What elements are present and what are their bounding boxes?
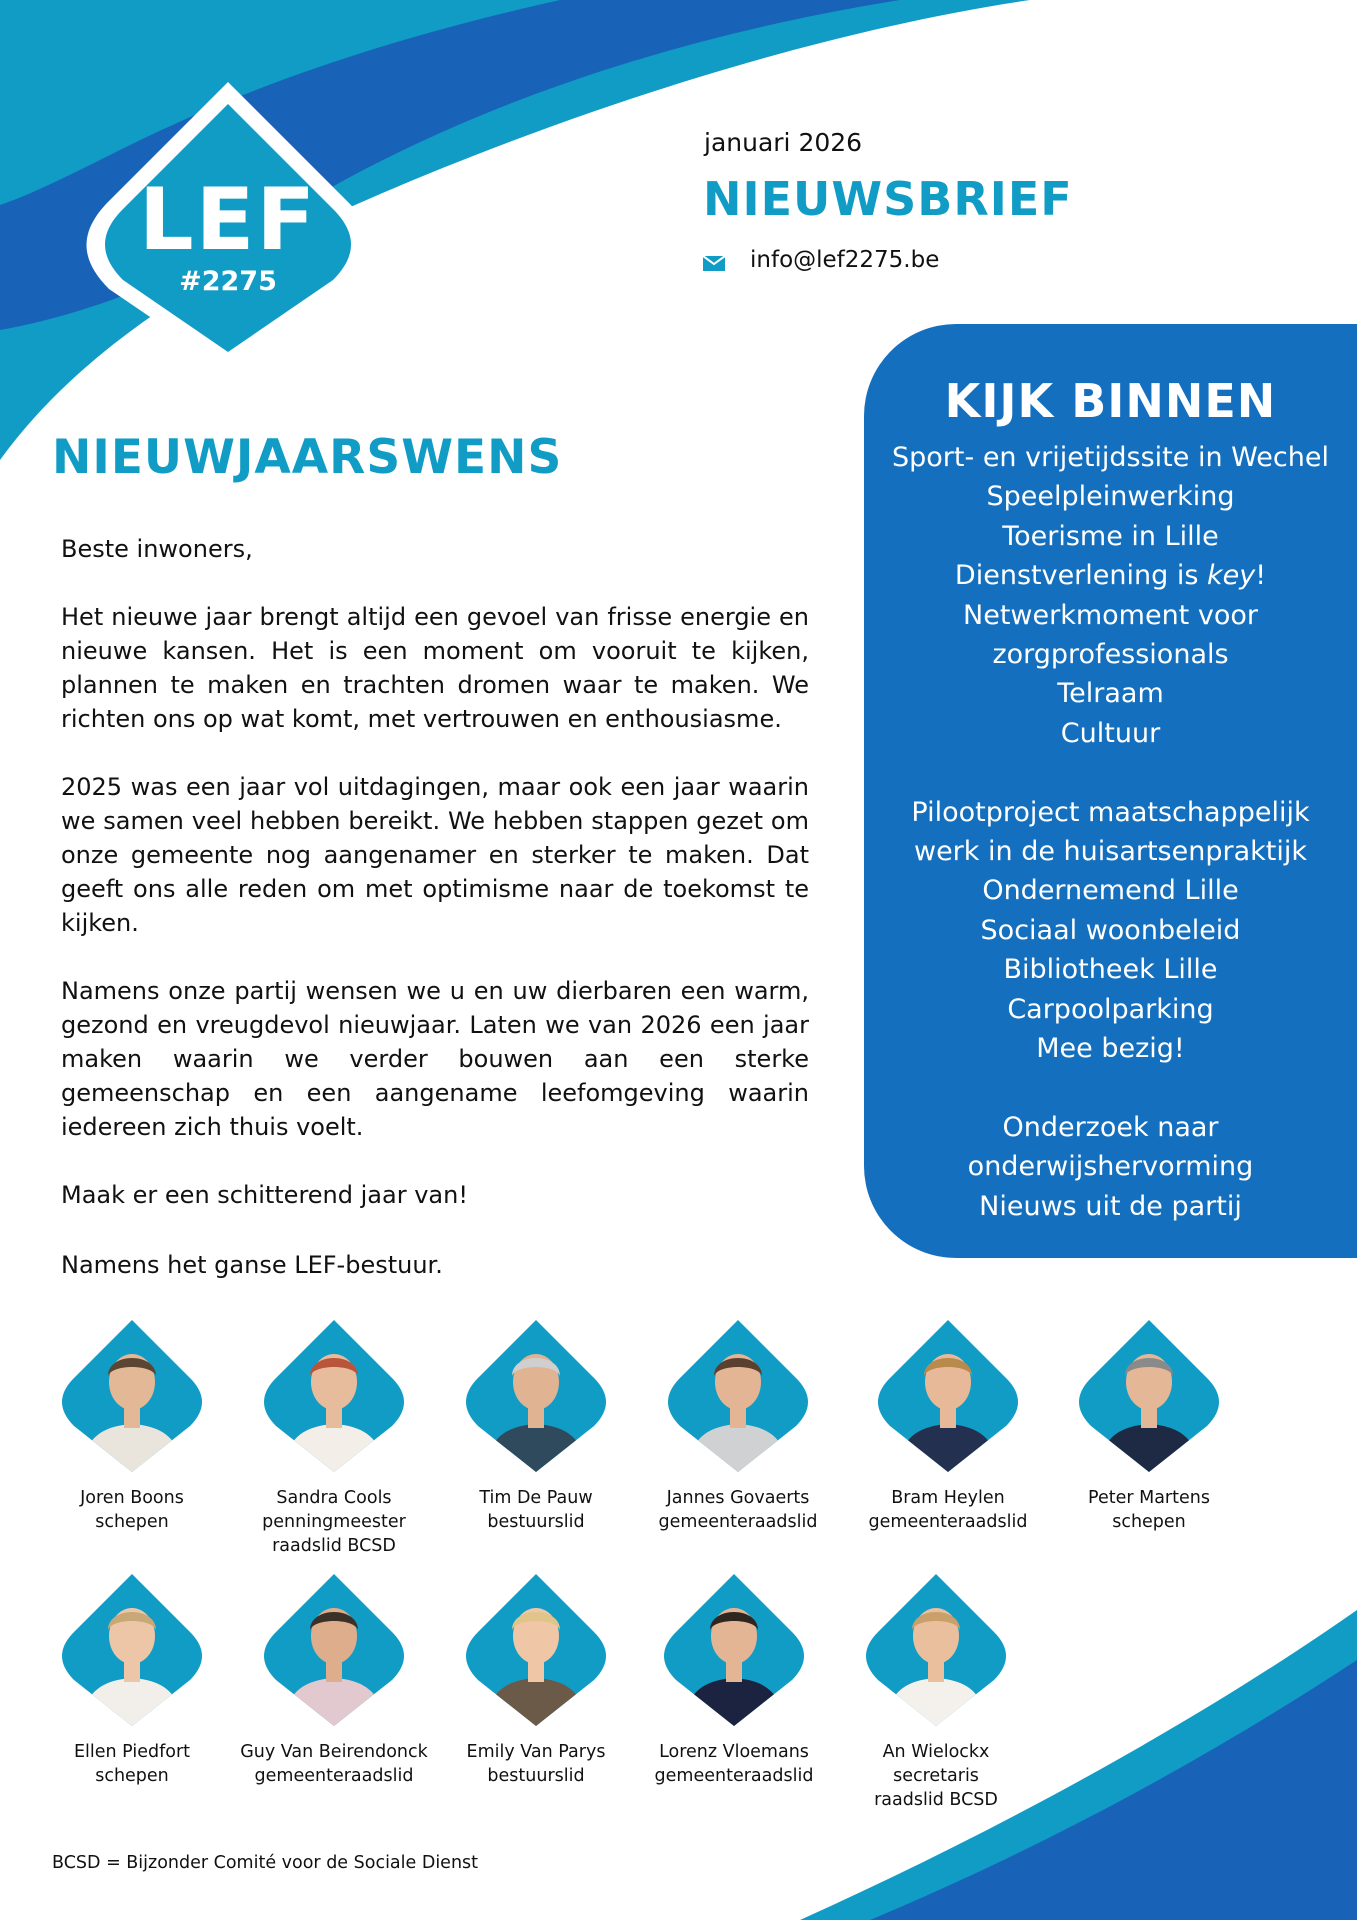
member-card <box>234 1572 434 1788</box>
member-name: Tim De Pauw <box>479 1488 593 1508</box>
member-name: Ellen Piedfort <box>73 1742 191 1762</box>
member-role: schepen <box>1112 1512 1186 1532</box>
envelope-icon <box>703 256 725 271</box>
article-paragraph: Het nieuwe jaar brengt altijd een gevoel van frisse energie en nieuwe kansen. Het is een moment om vooruit te kijken, plannen te maken en trachten dromen waar te maken. We richten ons op wat komt, met vertrouwen en enthousiasme. <box>61 603 809 733</box>
contents-item[interactable]: werk in de huisartsenpraktijk <box>913 836 1307 868</box>
contents-item[interactable]: Ondernemend Lille <box>982 875 1239 907</box>
member-photo <box>664 1572 804 1728</box>
member-role: raadslid BCSD <box>874 1790 998 1810</box>
article-title: NIEUWJAARSWENS <box>52 430 563 485</box>
member-name: Lorenz Vloemans <box>659 1742 809 1762</box>
footnote: BCSD = Bijzonder Comité voor de Sociale Dienst <box>52 1853 479 1873</box>
issue-date: januari 2026 <box>704 128 863 157</box>
contents-item[interactable]: Telraam <box>1057 678 1164 710</box>
member-role: schepen <box>95 1766 169 1786</box>
contents-item[interactable]: zorgprofessionals <box>992 639 1229 671</box>
contents-item[interactable]: Onderzoek naar <box>1002 1111 1219 1143</box>
member-photo <box>62 1572 202 1728</box>
article-paragraph: 2025 was een jaar vol uitdagingen, maar ook een jaar waarin we samen veel hebben bereikt. We hebben stappen gezet om onze gemeente nog aangenamer en sterker te maken. Dat geeft ons alle reden om met optimisme naar de toekomst te kijken. <box>61 773 809 937</box>
contents-item-key: key <box>1207 560 1256 592</box>
member-name: Jannes Govaerts <box>666 1488 810 1508</box>
member-caption <box>32 1740 232 1788</box>
member-caption <box>32 1486 232 1534</box>
article-paragraph: Maak er een schitterend jaar van! <box>61 1181 468 1209</box>
contents-item[interactable]: Pilootproject maatschappelijk <box>911 796 1310 828</box>
member-photo <box>466 1318 606 1474</box>
member-photo <box>1079 1318 1219 1474</box>
member-caption <box>634 1740 834 1788</box>
member-role: gemeenteraadslid <box>868 1512 1028 1532</box>
article-greeting: Beste inwoners, <box>61 535 253 563</box>
member-caption <box>234 1486 434 1558</box>
member-photo <box>466 1572 606 1728</box>
article-signature: Namens het ganse LEF-bestuur. <box>61 1251 443 1279</box>
contents-item[interactable]: Carpoolparking <box>1007 993 1214 1025</box>
article-paragraph: Namens onze partij wensen we u en uw dierbaren een warm, gezond en vreugdevol nieuwjaar. Laten we van 2026 een jaar maken waarin we verder bouwen aan een sterke gemeenschap en een aangename leefomgeving waarin iedereen zich thuis voelt. <box>61 977 809 1141</box>
member-role: raadslid BCSD <box>272 1536 396 1556</box>
contents-item[interactable]: Bibliotheek Lille <box>1003 954 1218 986</box>
contents-item-text: Dienstverlening is <box>954 560 1207 592</box>
member-role: gemeenteraadslid <box>254 1766 414 1786</box>
member-card <box>634 1572 834 1788</box>
logo-wordmark: LEF <box>138 170 318 270</box>
member-photo <box>264 1318 404 1474</box>
member-name: Bram Heylen <box>891 1488 1005 1508</box>
member-photo <box>866 1572 1006 1728</box>
contents-item[interactable]: Netwerkmoment voor <box>963 599 1258 631</box>
contents-item[interactable]: Speelpleinwerking <box>986 481 1235 513</box>
member-card <box>32 1318 232 1534</box>
member-card <box>836 1572 1036 1812</box>
member-card <box>848 1318 1048 1534</box>
contents-item[interactable]: Mee bezig! <box>1036 1033 1185 1065</box>
logo-number: #2275 <box>179 266 277 297</box>
member-name: An Wielockx <box>882 1742 990 1762</box>
contents-title: KIJK BINNEN <box>944 374 1277 428</box>
email-link[interactable]: info@lef2275.be <box>750 247 940 273</box>
contents-item[interactable]: Nieuws uit de partij <box>979 1190 1242 1222</box>
member-role: bestuurslid <box>487 1766 585 1786</box>
member-card <box>234 1318 434 1558</box>
contents-item[interactable] <box>864 556 1357 595</box>
member-role: penningmeester <box>262 1512 406 1532</box>
member-caption <box>436 1740 636 1788</box>
member-name: Guy Van Beirendonck <box>240 1742 428 1762</box>
member-name: Sandra Cools <box>276 1488 392 1508</box>
member-photo <box>878 1318 1018 1474</box>
contents-item[interactable]: Cultuur <box>1060 717 1161 749</box>
contents-item[interactable]: Sociaal woonbeleid <box>980 914 1241 946</box>
contents-spacer <box>864 1068 1357 1107</box>
member-role: bestuurslid <box>487 1512 585 1532</box>
member-card <box>436 1572 636 1788</box>
member-photo <box>62 1318 202 1474</box>
newsletter-title: NIEUWSBRIEF <box>703 172 1073 226</box>
member-name: Emily Van Parys <box>466 1742 606 1762</box>
member-caption <box>234 1740 434 1788</box>
contents-item[interactable]: Toerisme in Lille <box>1002 520 1219 552</box>
contents-item[interactable]: onderwijshervorming <box>967 1151 1254 1183</box>
member-name: Peter Martens <box>1088 1488 1210 1508</box>
article-body <box>61 532 809 1246</box>
member-card <box>436 1318 636 1534</box>
member-card <box>32 1572 232 1788</box>
contents-item[interactable]: Sport- en vrijetijdssite in Wechel <box>892 442 1329 473</box>
contents-item-suffix: ! <box>1255 560 1267 592</box>
member-role: schepen <box>95 1512 169 1532</box>
member-caption <box>638 1486 838 1534</box>
member-caption <box>1049 1486 1249 1534</box>
member-role: gemeenteraadslid <box>654 1766 814 1786</box>
contents-panel <box>864 324 1357 1258</box>
member-caption <box>836 1740 1036 1812</box>
member-name: Joren Boons <box>80 1488 184 1508</box>
member-card <box>638 1318 838 1534</box>
member-role: secretaris <box>893 1766 979 1786</box>
member-caption <box>848 1486 1048 1534</box>
member-photo <box>668 1318 808 1474</box>
member-card <box>1049 1318 1249 1534</box>
member-caption <box>436 1486 636 1534</box>
member-role: gemeenteraadslid <box>658 1512 818 1532</box>
member-photo <box>264 1572 404 1728</box>
contents-spacer <box>864 753 1357 792</box>
contents-list <box>864 438 1357 1226</box>
lef-logo <box>85 78 371 378</box>
